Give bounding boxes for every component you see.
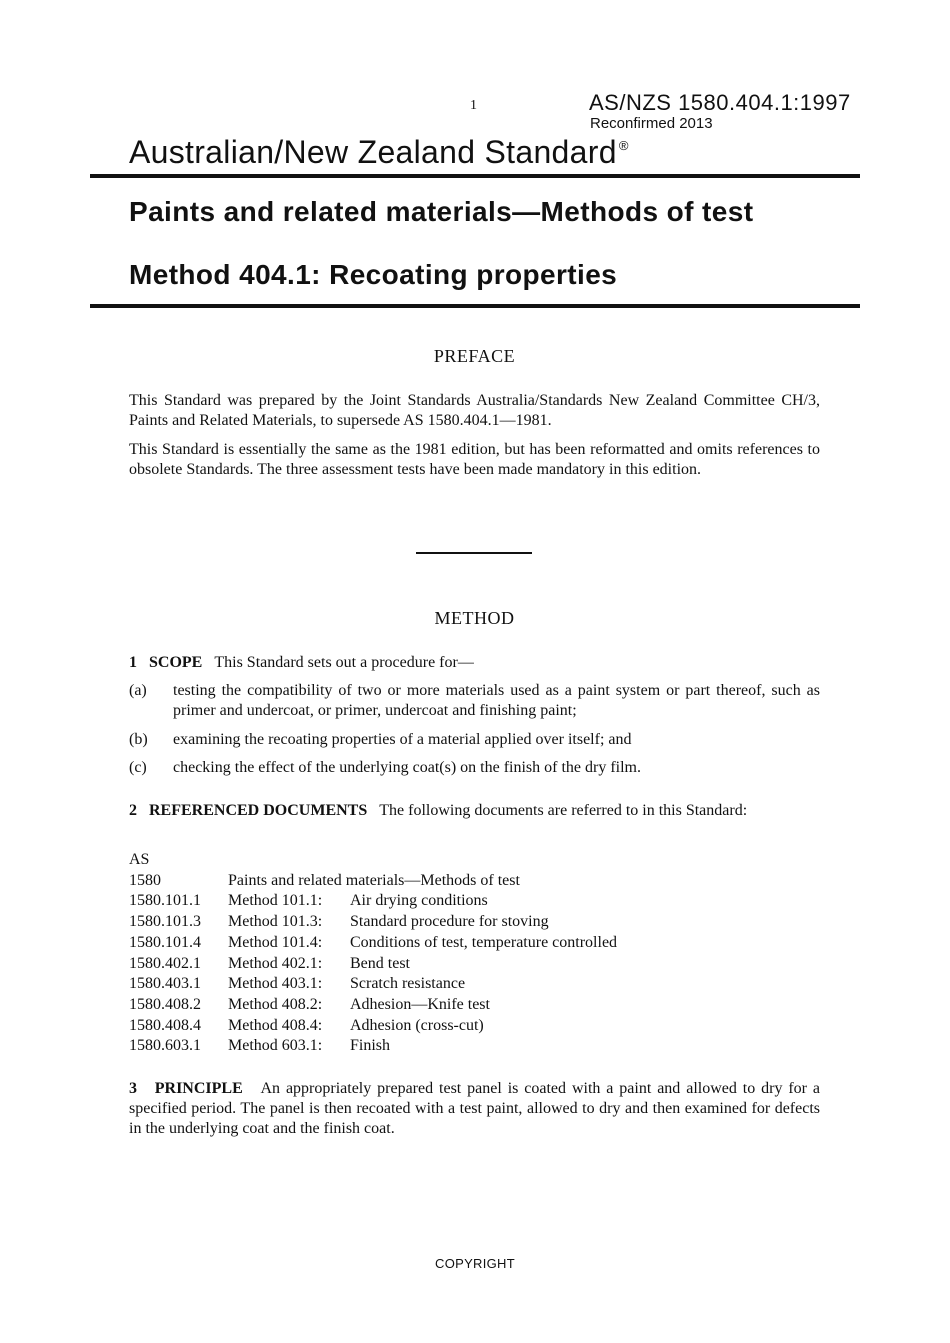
reference-title: Finish [350,1037,391,1055]
reference-method: Method 408.2: [228,995,323,1013]
reference-number: 1580.603.1 [129,1037,201,1055]
reference-method: Method 101.4: [228,933,323,951]
top-rule [90,174,860,178]
table-row [129,871,617,892]
reference-title: Adhesion (cross-cut) [350,1016,484,1034]
reference-method: Method 403.1: [228,975,323,993]
reference-method: Method 101.3: [228,913,323,931]
reference-title: Standard procedure for stoving [350,913,549,931]
table-row [129,933,617,954]
clause-heading: REFERENCED DOCUMENTS [149,802,368,819]
referenced-documents-table [129,850,617,1057]
clause-heading: PRINCIPLE [154,1080,243,1097]
reconfirmed-note: Reconfirmed 2013 [590,115,713,132]
clause-number: 1 [129,654,137,671]
copyright-notice: COPYRIGHT [435,1256,515,1271]
method-title: Method 404.1: Recoating properties [129,259,618,290]
page-number: 1 [470,98,477,113]
reference-number: 1580.402.1 [129,954,201,972]
reference-method: Method 408.4: [228,1016,323,1034]
reference-number: 1580.408.2 [129,995,201,1013]
preface-heading: PREFACE [433,346,516,366]
section-divider [416,552,532,554]
table-row [129,1036,617,1057]
table-row [129,1016,617,1037]
standard-number: AS/NZS 1580.404.1:1997 [589,90,851,115]
reference-number: 1580.408.4 [129,1016,201,1034]
clause-number: 3 [129,1080,137,1097]
list-item [129,681,820,721]
reference-number: 1580.101.4 [129,933,201,951]
registered-mark: ® [618,138,629,153]
table-row [129,912,617,933]
document-title: Paints and related materials—Methods of test [129,196,754,227]
reference-prefix: AS [129,851,150,868]
list-label: (a) [129,682,147,699]
reference-title: Bend test [350,954,410,972]
reference-title: Paints and related materials—Methods of test [228,871,520,889]
clause-references [129,801,820,821]
list-item [129,730,820,750]
clause-principle [129,1079,820,1139]
standard-brand [129,134,629,171]
brand-text: Australian/New Zealand Standard [129,134,617,170]
reference-number: 1580.101.3 [129,913,201,931]
reference-method: Method 402.1: [228,954,323,972]
list-item [129,758,820,778]
list-text: checking the effect of the underlying coat(s) on the finish of the dry film. [173,759,641,776]
reference-method: Method 101.1: [228,892,323,910]
preface-paragraph: This Standard is essentially the same as the 1981 edition, but has been reformatted and omits references to obsolete Standards. The three assessment tests have been made mandatory in this edition. [129,441,820,478]
reference-number: 1580 [129,871,161,889]
clause-number: 2 [129,802,137,819]
reference-title: Air drying conditions [350,892,488,910]
preface-paragraph: This Standard was prepared by the Joint Standards Australia/Standards New Zealand Committee CH/3, Paints and Related Materials, to supersede AS 1580.404.1—1981. [129,392,820,429]
table-row [129,954,617,975]
clause-text: An appropriately prepared test panel is coated with a paint and allowed to dry for a specified period. The panel is then recoated with a test paint, allowed to dry and then examined for defects in the underlying coat and the finish coat. [129,1080,821,1137]
bottom-rule [90,304,860,308]
reference-title: Adhesion—Knife test [350,995,490,1013]
reference-method: Method 603.1: [228,1037,323,1055]
method-heading: METHOD [434,608,515,628]
reference-number: 1580.101.1 [129,892,201,910]
table-row [129,995,617,1016]
list-label: (c) [129,759,147,776]
reference-title: Scratch resistance [350,975,466,993]
list-text: testing the compatibility of two or more materials used as a paint system or part thereof, such as primer and undercoat, or primer, undercoat and finishing paint; [173,682,820,719]
reference-title: Conditions of test, temperature controlled [350,933,618,951]
clause-heading: SCOPE [149,654,203,671]
table-row [129,974,617,995]
clause-text: The following documents are referred to in this Standard: [379,802,748,819]
table-row [129,891,617,912]
list-label: (b) [129,731,148,748]
list-text: examining the recoating properties of a material applied over itself; and [173,731,632,748]
clause-text: This Standard sets out a procedure for— [214,654,474,671]
clause-scope [129,653,820,673]
reference-number: 1580.403.1 [129,975,201,993]
